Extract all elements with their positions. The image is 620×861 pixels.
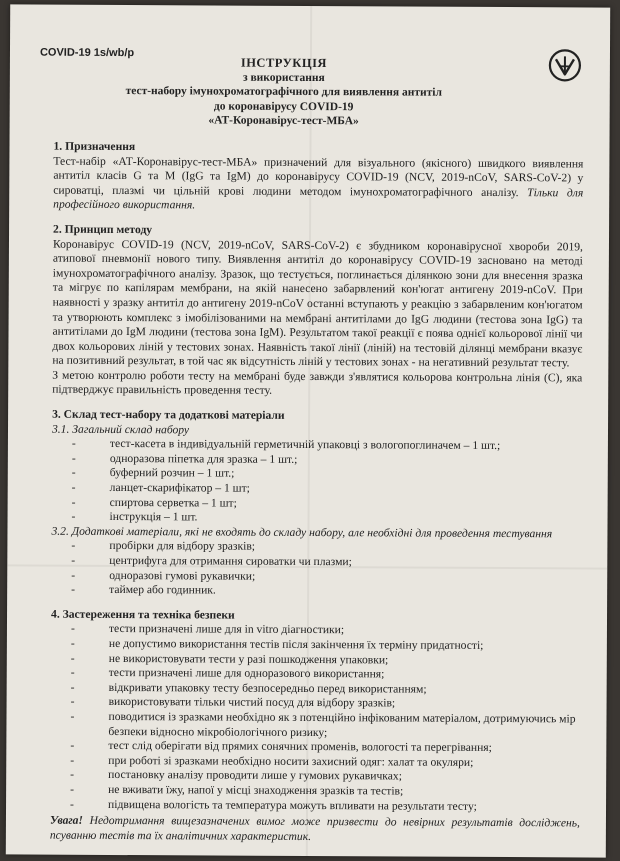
product-name: «АТ-Коронавірус-тест-МБА»	[208, 114, 359, 128]
document-body	[50, 15, 584, 846]
warning-text: Недотримання вищезазначених вимог може призвести до невірних результатів досліджень, псуванню тестів та їх аналітичних характеристик.	[49, 813, 581, 843]
list-item: - тест-касета в індивідуальній герметичній упаковці з вологопоглиначем – 1 шт.;	[52, 437, 582, 454]
section-heading: 2. Принцип методу	[53, 222, 153, 237]
title-line: тест-набору імунохроматографічного для виявлення антитіл	[125, 85, 442, 99]
section-heading: 1. Призначення	[53, 139, 136, 154]
list-item: - постановку аналізу проводити лише у гумових рукавичках;	[50, 768, 580, 785]
subsection-heading: 3.2. Додаткові матеріали, які не входять до складу набору, але необхідні для проведення тестування	[51, 524, 553, 541]
kit-contents-list	[52, 437, 582, 527]
list-item: - підвищена вологість та температура можуть впливати на результати тесту;	[50, 797, 580, 814]
section-heading: 3. Склад тест-набору та додаткові матеріали	[52, 407, 285, 422]
list-item: - спиртова серветка – 1 шт;	[52, 495, 582, 512]
paragraph	[53, 154, 583, 215]
list-item: - не використовувати тести у разі пошкодження упаковки;	[51, 651, 581, 668]
title-line: до коронавірусу COVID-19	[213, 100, 354, 114]
document-sheet	[6, 4, 610, 857]
title-block	[74, 55, 494, 130]
title-line: з використання	[242, 71, 325, 84]
list-item: - одноразова піпетка для зразка – 1 шт.;	[52, 452, 582, 469]
paragraph: З метою контролю роботи тесту на мембрані буде завжди з'являтися кольорова контрольна лінія (С), яка підтверджує правильність проведення тесту.	[52, 368, 583, 398]
list-item: - не вживати їжу, напої у місці знаходження зразків та тестів;	[50, 783, 580, 800]
paragraph: Коронавірус COVID-19 (NCV, 2019-nCoV, SARS-CoV-2) є збудником коронавірусної хвороби 2019, атипової пневмонії нового типу. Виявлення антитіл до коронавірусу COVID-19 засновано на методі імунохроматографічного аналізу. Зразок, що тестується, поглинається ділянкою зони для внесення зразка та мігрує по капілярам мембрани, на якій нанесено забарвлений кон'югат антигену 2019-nCoV. При наявності у зразку антитіл до антигену 2019-nCoV останні вступають у реакцію з забарвленим кон'югатом та утворюють комплекс з імобілізованими на мембрані антитілами до IgG людини (тестова зона IgG) та антитілами до IgM людини (тестова зона IgM). Результатом такої реакції є поява однієї кольорової лінії чи двох кольорових ліній у тестових зонах. Наявність такої лінії (ліній) на тестовій ділянці мембрани вказує на позитивний результат, в той час як відсутність ліній у тестових зонах - на негативний результат тесту.	[52, 237, 584, 370]
list-item: - не допустимо використання тестів після закінчення їх терміну придатності;	[51, 637, 581, 654]
list-item: - одноразові гумові рукавички;	[51, 568, 581, 585]
professional-use-note: Тільки для професійного використання.	[53, 185, 584, 212]
warning-label: Увага!	[49, 813, 84, 827]
list-item: - ланцет-скарифікатор – 1 шт;	[52, 481, 582, 498]
list-item: - пробірки для відбору зразків;	[51, 539, 581, 556]
list-item: - тести призначені лише для одноразового використання;	[51, 666, 581, 683]
document-title: ІНСТРУКЦІЯ	[240, 55, 328, 71]
list-item: - тест слід оберігати від прямих сонячних променів, вологості та перегрівання;	[50, 739, 580, 756]
list-item: - відкривати упаковку тесту безпосередньо перед використанням;	[51, 680, 581, 697]
list-item: - тести призначені лише для in vitro діагностики;	[51, 622, 581, 639]
section-heading: 4. Застереження та техніка безпеки	[51, 607, 235, 622]
safety-list	[50, 622, 581, 814]
warning-note	[50, 814, 580, 846]
list-item: - поводитися із зразками необхідно як з потенційно інфікованим матеріалом, дотримуючись мір безпеки відносно мікробіологічного ризику;	[50, 710, 580, 742]
subsection-heading: 3.1. Загальний склад набору	[51, 422, 190, 437]
list-item: - таймер або годинник.	[51, 583, 581, 600]
list-item: - буферний розчин – 1 шт.;	[52, 466, 582, 483]
paragraph-text: Тест-набір «АТ-Коронавірус-тест-МБА» призначений для візуального (якісного) швидкого виявлення антитіл класів G та M (IgG та IgM) до коронавірусу COVID-19 (NCV, 2019-nCoV, SARS-CoV-2) у сироватці, плазмі чи цільній крові людини методом імунохроматографічного аналізу.	[53, 154, 584, 199]
document-code: COVID-19 1s/wb/p	[39, 46, 135, 60]
additional-materials-list	[51, 539, 581, 600]
list-item: - використовувати тільки чистий посуд для відбору зразків;	[51, 695, 581, 712]
list-item: - при роботі зі зразками необхідно носити захисний одяг: халат та окуляри;	[50, 753, 580, 770]
list-item: - центрифуга для отримання сироватки чи плазми;	[51, 554, 581, 571]
list-item: - інструкція – 1 шт.	[52, 510, 582, 527]
